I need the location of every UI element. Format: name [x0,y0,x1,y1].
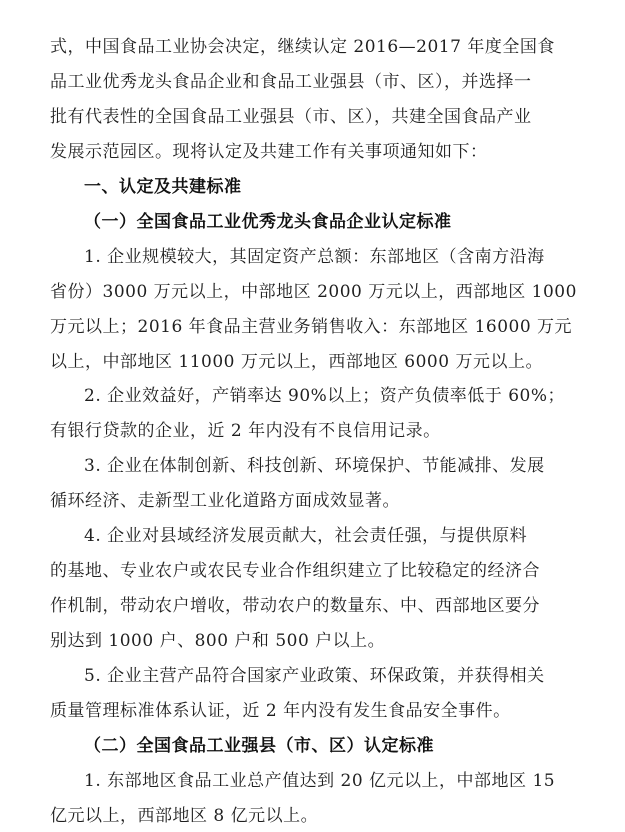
intro-line: 式，中国食品工业协会决定，继续认定 2016—2017 年度全国食 [50,37,555,57]
criteria-item-line: 以上，中部地区 11000 万元以上，西部地区 6000 万元以上。 [50,351,543,372]
intro-line: 品工业优秀龙头食品企业和食品工业强县（市、区），并选择一 [50,71,532,92]
criteria-item-line: 作机制，带动农户增收，带动农户的数量东、中、西部地区要分 [50,596,540,617]
criteria-item-line: 别达到 1000 户、800 户和 500 户以上。 [50,631,386,652]
intro-line: 发展示范园区。现将认定及共建工作有关事项通知如下： [50,141,488,162]
criteria-item-line: 4. 企业对县域经济发展贡献大，社会责任强，与提供原料 [84,526,528,547]
criteria-item-line: 的基地、专业农户或农民专业合作组织建立了比较稳定的经济合 [50,561,540,582]
criteria-item-line: 万元以上；2016 年食品主营业务销售收入：东部地区 16000 万元 [50,316,573,337]
criteria-item-line: 省份）3000 万元以上，中部地区 2000 万元以上，西部地区 1000 [50,281,577,302]
subsection-heading: （一）全国食品工业优秀龙头食品企业认定标准 [84,211,452,232]
subsection-heading: （二）全国食品工业强县（市、区）认定标准 [84,735,434,756]
criteria-item-line: 1. 企业规模较大，其固定资产总额：东部地区（含南方沿海 [84,246,545,267]
criteria-item-line: 质量管理标准体系认证，近 2 年内没有发生食品安全事件。 [50,700,511,721]
criteria-item-line: 2. 企业效益好，产销率达 90%以上；资产负债率低于 60%； [84,386,566,407]
criteria-item-line: 循环经济、走新型工业化道路方面成效显著。 [50,491,400,512]
criteria-item-line: 5. 企业主营产品符合国家产业政策、环保政策，并获得相关 [84,666,545,686]
criteria-item-line: 有银行贷款的企业，近 2 年内没有不良信用记录。 [50,421,441,442]
criteria-item-line: 3. 企业在体制创新、科技创新、环境保护、节能减排、发展 [84,456,545,477]
criteria-item-line: 1. 东部地区食品工业总产值达到 20 亿元以上，中部地区 15 [84,770,556,791]
criteria-item-line: 亿元以上，西部地区 8 亿元以上。 [50,805,319,826]
section-heading: 一、认定及共建标准 [84,176,242,197]
intro-line: 批有代表性的全国食品工业强县（市、区），共建全国食品产业 [50,106,532,127]
